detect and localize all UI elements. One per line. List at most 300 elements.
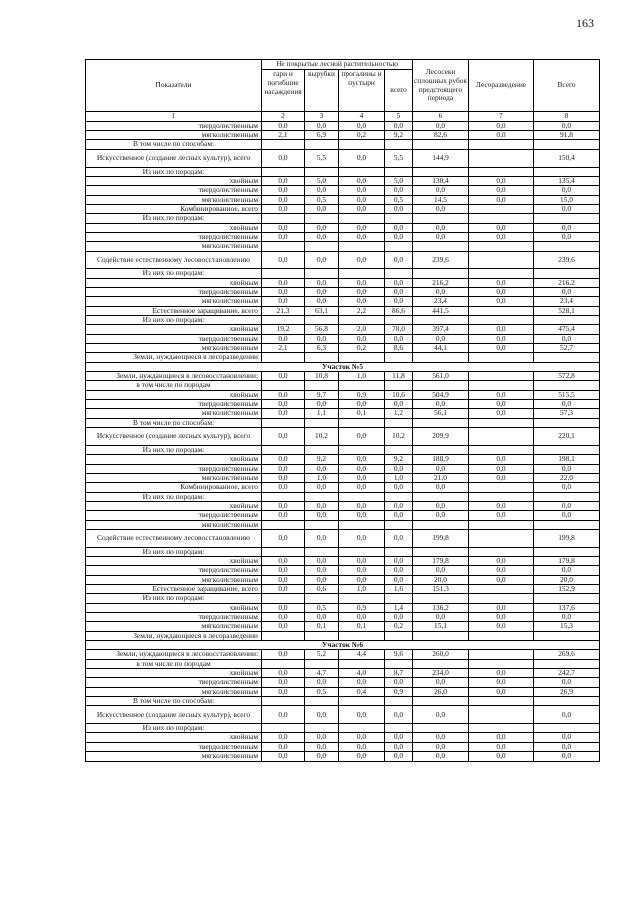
cell-value: 4,7 xyxy=(305,669,339,678)
cell-value: 0,4 xyxy=(339,687,385,696)
cell-value: 572,8 xyxy=(534,372,600,381)
cell-value: 0,0 xyxy=(534,400,600,409)
cell-value: 0,0 xyxy=(305,742,339,751)
cell-value xyxy=(534,445,600,454)
cell-value xyxy=(305,520,339,529)
table-row xyxy=(86,678,600,687)
cell-value: 0,0 xyxy=(385,278,413,287)
cell-value xyxy=(339,353,385,362)
cell-value: 0,0 xyxy=(339,613,385,622)
cell-value: 0,0 xyxy=(305,501,339,510)
row-label: твердолиственным xyxy=(86,742,262,751)
cell-value: 0,0 xyxy=(469,278,534,287)
row-label: хвойным xyxy=(86,556,262,565)
cell-value xyxy=(469,242,534,251)
table-row xyxy=(86,251,600,269)
cell-value: 19,2 xyxy=(262,325,305,334)
cell-value: 0,0 xyxy=(262,372,305,381)
cell-value: 0,0 xyxy=(534,752,600,761)
cell-value xyxy=(413,316,469,325)
table-row xyxy=(86,242,600,251)
table-row xyxy=(86,334,600,343)
cell-value xyxy=(469,492,534,501)
section-row xyxy=(86,362,600,371)
cell-value: 0,0 xyxy=(262,223,305,232)
cell-value: 0,0 xyxy=(305,278,339,287)
cell-value xyxy=(413,547,469,556)
cell-value: 0,0 xyxy=(305,511,339,520)
cell-value: 1,0 xyxy=(339,372,385,381)
cell-value: 0,0 xyxy=(385,742,413,751)
cell-value: 5,5 xyxy=(385,149,413,167)
cell-value: 0,0 xyxy=(469,733,534,742)
cell-value: 14,5 xyxy=(413,195,469,204)
cell-value: 0,5 xyxy=(385,195,413,204)
cell-value xyxy=(469,372,534,381)
cell-value xyxy=(385,594,413,603)
cell-value xyxy=(339,697,385,706)
cell-value: 56,1 xyxy=(413,409,469,418)
cell-value: 9,2 xyxy=(305,455,339,464)
cell-value: 0,0 xyxy=(385,511,413,520)
cell-value: 0,0 xyxy=(262,251,305,269)
col-number: 2 xyxy=(262,112,305,122)
cell-value: 0,0 xyxy=(339,464,385,473)
cell-value xyxy=(305,547,339,556)
cell-value: 20,0 xyxy=(413,575,469,584)
cell-value xyxy=(413,242,469,251)
cell-value: 0,0 xyxy=(339,742,385,751)
cell-value: 0,0 xyxy=(305,752,339,761)
cell-value xyxy=(339,381,385,390)
cell-value: 82,6 xyxy=(413,131,469,140)
row-label: Из них по породам: xyxy=(86,167,262,176)
row-label: мягколиственным xyxy=(86,195,262,204)
cell-value: 0,0 xyxy=(469,325,534,334)
cell-value: 0,0 xyxy=(413,742,469,751)
cell-value xyxy=(469,584,534,593)
cell-value: 0,0 xyxy=(534,232,600,241)
cell-value: 44,1 xyxy=(413,344,469,353)
table-row xyxy=(86,186,600,195)
cell-value: 0,0 xyxy=(305,483,339,492)
cell-value: 0,0 xyxy=(305,706,339,724)
cell-value: 0,0 xyxy=(262,613,305,622)
cell-value: 0,0 xyxy=(339,278,385,287)
cell-value: 0,0 xyxy=(262,511,305,520)
cell-value xyxy=(534,492,600,501)
table-row xyxy=(86,269,600,278)
cell-value xyxy=(413,697,469,706)
cell-value: 10,8 xyxy=(305,372,339,381)
table-row xyxy=(86,409,600,418)
cell-value xyxy=(339,594,385,603)
row-label: Комбинированное, всего xyxy=(86,483,262,492)
cell-value xyxy=(262,167,305,176)
cell-value: 0,0 xyxy=(469,176,534,185)
cell-value xyxy=(262,353,305,362)
table-row xyxy=(86,121,600,130)
row-label: твердолиственным xyxy=(86,232,262,241)
row-label: Содействие естественному лесовосстановлению xyxy=(86,529,262,547)
cell-value: 0,0 xyxy=(262,622,305,631)
cell-value xyxy=(305,594,339,603)
cell-value: 199,8 xyxy=(534,529,600,547)
cell-value: 5,0 xyxy=(385,176,413,185)
cell-value: 0,0 xyxy=(413,511,469,520)
cell-value: 0,0 xyxy=(339,501,385,510)
cell-value: 0,0 xyxy=(339,287,385,296)
cell-value: 0,0 xyxy=(413,678,469,687)
cell-value: 242,7 xyxy=(534,669,600,678)
cell-value xyxy=(469,214,534,223)
table-row xyxy=(86,287,600,296)
cell-value: 0,0 xyxy=(413,613,469,622)
cell-value: 0,0 xyxy=(339,556,385,565)
cell-value xyxy=(534,659,600,668)
cell-value: 0,0 xyxy=(469,297,534,306)
cell-value xyxy=(339,547,385,556)
row-label: мягколиственным xyxy=(86,473,262,482)
cell-value xyxy=(469,529,534,547)
cell-value xyxy=(262,381,305,390)
cell-value: 0,0 xyxy=(413,483,469,492)
row-label: Из них по породам: xyxy=(86,214,262,223)
cell-value: 0,0 xyxy=(385,733,413,742)
cell-value: 0,0 xyxy=(385,483,413,492)
row-label: мягколиственным xyxy=(86,622,262,631)
cell-value xyxy=(305,492,339,501)
cell-value: 0,0 xyxy=(305,575,339,584)
table-row xyxy=(86,706,600,724)
cell-value: 0,0 xyxy=(262,464,305,473)
cell-value: 0,0 xyxy=(262,195,305,204)
cell-value xyxy=(469,204,534,213)
col-number: 5 xyxy=(385,112,413,122)
table-row xyxy=(86,659,600,668)
row-label: Из них по породам: xyxy=(86,547,262,556)
cell-value: 0,0 xyxy=(305,223,339,232)
cell-value xyxy=(305,659,339,668)
cell-value: 0,0 xyxy=(339,251,385,269)
cell-value: 0,0 xyxy=(262,121,305,130)
cell-value: 10,6 xyxy=(385,390,413,399)
cell-value: 151,3 xyxy=(413,584,469,593)
cell-value xyxy=(262,697,305,706)
cell-value xyxy=(413,381,469,390)
cell-value: 0,0 xyxy=(262,334,305,343)
cell-value: 0,0 xyxy=(339,566,385,575)
cell-value: 1,2 xyxy=(385,409,413,418)
table-row xyxy=(86,566,600,575)
cell-value: 0,0 xyxy=(262,455,305,464)
cell-value xyxy=(469,428,534,446)
cell-value: 6,3 xyxy=(305,344,339,353)
cell-value: 0,0 xyxy=(469,390,534,399)
row-label: Комбинированное, всего xyxy=(86,204,262,213)
cell-value: 0,0 xyxy=(534,186,600,195)
row-label: мягколиственным xyxy=(86,520,262,529)
cell-value: 0,0 xyxy=(469,687,534,696)
cell-value xyxy=(469,483,534,492)
cell-value xyxy=(305,140,339,149)
table-row xyxy=(86,594,600,603)
row-label: Из них по породам: xyxy=(86,594,262,603)
table-row xyxy=(86,344,600,353)
row-label: хвойным xyxy=(86,325,262,334)
cell-value: 0,1 xyxy=(305,622,339,631)
row-label: твердолиственным xyxy=(86,334,262,343)
cell-value xyxy=(385,381,413,390)
table-row xyxy=(86,455,600,464)
cell-value: 0,0 xyxy=(339,195,385,204)
table-row xyxy=(86,223,600,232)
cell-value: 0,0 xyxy=(262,400,305,409)
cell-value: 86,6 xyxy=(385,306,413,315)
table-row xyxy=(86,650,600,659)
cell-value: 0,0 xyxy=(385,529,413,547)
cell-value: 0,1 xyxy=(339,622,385,631)
row-label: твердолиственным xyxy=(86,511,262,520)
cell-value: 216,2 xyxy=(534,278,600,287)
cell-value: 0,0 xyxy=(305,556,339,565)
cell-value: 260,0 xyxy=(413,650,469,659)
cell-value: 269,6 xyxy=(534,650,600,659)
cell-value: 0,0 xyxy=(262,556,305,565)
row-label: Естественное заращивание, всего xyxy=(86,306,262,315)
cell-value xyxy=(385,269,413,278)
cell-value: 0,5 xyxy=(305,603,339,612)
row-label: хвойным xyxy=(86,733,262,742)
cell-value xyxy=(534,697,600,706)
cell-value: 188,9 xyxy=(413,455,469,464)
cell-value: 0,0 xyxy=(534,733,600,742)
cell-value xyxy=(469,316,534,325)
cell-value: 1,4 xyxy=(385,603,413,612)
cell-value: 0,0 xyxy=(262,584,305,593)
cell-value: 0,0 xyxy=(469,455,534,464)
cell-value: 144,9 xyxy=(413,149,469,167)
cell-value: 0,0 xyxy=(262,204,305,213)
cell-value: 0,0 xyxy=(262,483,305,492)
cell-value: 23,4 xyxy=(413,297,469,306)
table-row xyxy=(86,214,600,223)
cell-value xyxy=(305,242,339,251)
cell-value: 137,6 xyxy=(534,603,600,612)
row-label: хвойным xyxy=(86,223,262,232)
cell-value: 0,5 xyxy=(305,195,339,204)
cell-value: 0,0 xyxy=(413,706,469,724)
table-row xyxy=(86,372,600,381)
cell-value xyxy=(339,445,385,454)
cell-value xyxy=(469,631,534,640)
cell-value: 135,4 xyxy=(534,176,600,185)
cell-value: 0,0 xyxy=(339,752,385,761)
cell-value xyxy=(385,520,413,529)
cell-value: 0,0 xyxy=(469,473,534,482)
cell-value xyxy=(262,418,305,427)
row-label: Естественное заращивание, всего xyxy=(86,584,262,593)
cell-value xyxy=(339,492,385,501)
table-row xyxy=(86,278,600,287)
cell-value: 198,1 xyxy=(534,455,600,464)
cell-value: 0,0 xyxy=(469,511,534,520)
cell-value: 239,6 xyxy=(534,251,600,269)
cell-value xyxy=(534,594,600,603)
cell-value: 0,0 xyxy=(385,251,413,269)
cell-value: 0,0 xyxy=(305,613,339,622)
cell-value: 475,4 xyxy=(534,325,600,334)
table-row xyxy=(86,390,600,399)
table-row xyxy=(86,297,600,306)
cell-value: 0,0 xyxy=(339,483,385,492)
cell-value: 0,0 xyxy=(413,501,469,510)
cell-value xyxy=(339,242,385,251)
cell-value xyxy=(469,269,534,278)
cell-value: 11,8 xyxy=(385,372,413,381)
row-label: Из них по породам: xyxy=(86,316,262,325)
cell-value xyxy=(339,269,385,278)
cell-value: 4,4 xyxy=(339,650,385,659)
cell-value: 0,0 xyxy=(385,204,413,213)
row-label: твердолиственным xyxy=(86,678,262,687)
cell-value xyxy=(305,214,339,223)
cell-value: 0,0 xyxy=(262,566,305,575)
cell-value: 23,4 xyxy=(534,297,600,306)
col-number: 7 xyxy=(469,112,534,122)
cell-value: 0,0 xyxy=(262,409,305,418)
row-label: хвойным xyxy=(86,455,262,464)
cell-value xyxy=(339,167,385,176)
cell-value xyxy=(469,520,534,529)
table-row xyxy=(86,418,600,427)
cell-value: 0,0 xyxy=(305,566,339,575)
table-row xyxy=(86,752,600,761)
cell-value: 0,0 xyxy=(385,334,413,343)
cell-value: 0,0 xyxy=(469,556,534,565)
cell-value xyxy=(413,353,469,362)
row-label: Земли, нуждающиеся в лесовосстановлении: xyxy=(86,372,262,381)
cell-value: 0,0 xyxy=(534,678,600,687)
cell-value: 9,2 xyxy=(385,131,413,140)
cell-value: 504,9 xyxy=(413,390,469,399)
row-label: В том числе по способам: xyxy=(86,697,262,706)
table-row xyxy=(86,483,600,492)
cell-value: 0,0 xyxy=(262,176,305,185)
row-label: Искусственное (создание лесных культур), всего xyxy=(86,149,262,167)
cell-value: 0,0 xyxy=(262,603,305,612)
cell-value: 2,2 xyxy=(339,306,385,315)
col-number: 6 xyxy=(413,112,469,122)
cell-value xyxy=(469,547,534,556)
cell-value xyxy=(305,697,339,706)
cell-value xyxy=(385,140,413,149)
cell-value: 441,5 xyxy=(413,306,469,315)
cell-value: 0,0 xyxy=(469,752,534,761)
cell-value xyxy=(339,316,385,325)
cell-value: 0,0 xyxy=(339,186,385,195)
row-label: Содействие естественному лесовосстановлению xyxy=(86,251,262,269)
cell-value: 15,0 xyxy=(534,195,600,204)
cell-value: 15,1 xyxy=(413,622,469,631)
cell-value: 150,4 xyxy=(534,149,600,167)
cell-value: 2,0 xyxy=(339,325,385,334)
cell-value xyxy=(305,724,339,733)
cell-value xyxy=(305,167,339,176)
cell-value xyxy=(262,724,305,733)
cell-value xyxy=(469,167,534,176)
col-number: 8 xyxy=(534,112,600,122)
cell-value: 8,7 xyxy=(385,669,413,678)
cell-value: 0,0 xyxy=(305,251,339,269)
cell-value: 0,0 xyxy=(339,678,385,687)
cell-value xyxy=(262,140,305,149)
row-label: В том числе по способам: xyxy=(86,418,262,427)
cell-value: 0,0 xyxy=(339,455,385,464)
cell-value: 10,2 xyxy=(305,428,339,446)
table-row xyxy=(86,167,600,176)
cell-value: 0,0 xyxy=(469,287,534,296)
cell-value: 0,0 xyxy=(534,204,600,213)
cell-value xyxy=(469,594,534,603)
cell-value xyxy=(413,167,469,176)
cell-value xyxy=(534,214,600,223)
cell-value: 0,0 xyxy=(305,464,339,473)
cell-value: 0,0 xyxy=(262,529,305,547)
cell-value: 239,6 xyxy=(413,251,469,269)
cell-value xyxy=(469,251,534,269)
cell-value: 397,4 xyxy=(413,325,469,334)
cell-value: 0,0 xyxy=(262,186,305,195)
cell-value: 0,0 xyxy=(534,742,600,751)
row-label: в том числе по породам xyxy=(86,659,262,668)
row-label: твердолиственным xyxy=(86,566,262,575)
cell-value: 0,0 xyxy=(534,464,600,473)
table-row xyxy=(86,473,600,482)
cell-value: 10,2 xyxy=(385,428,413,446)
cell-value: 0,0 xyxy=(534,706,600,724)
cell-value xyxy=(534,140,600,149)
cell-value: 152,9 xyxy=(534,584,600,593)
section-title: Участок №6 xyxy=(86,641,600,650)
cell-value: 0,0 xyxy=(413,464,469,473)
cell-value: 0,2 xyxy=(339,131,385,140)
cell-value: 0,0 xyxy=(339,121,385,130)
cell-value: 0,0 xyxy=(469,669,534,678)
header-clearcut: Лесосеки сплошных рубок предстоящего периода xyxy=(413,60,469,112)
cell-value: 0,0 xyxy=(339,297,385,306)
cell-value xyxy=(305,445,339,454)
cell-value: 63,1 xyxy=(305,306,339,315)
cell-value: 4,0 xyxy=(339,669,385,678)
table-row xyxy=(86,316,600,325)
cell-value: 0,0 xyxy=(339,473,385,482)
cell-value: 9,2 xyxy=(385,455,413,464)
cell-value: 0,9 xyxy=(339,390,385,399)
cell-value xyxy=(305,418,339,427)
cell-value: 0,0 xyxy=(305,297,339,306)
cell-value: 56,8 xyxy=(305,325,339,334)
row-label: Из них по породам: xyxy=(86,269,262,278)
cell-value xyxy=(385,659,413,668)
table-row xyxy=(86,742,600,751)
cell-value: 8,6 xyxy=(385,344,413,353)
table-row xyxy=(86,325,600,334)
cell-value xyxy=(385,418,413,427)
table-row xyxy=(86,492,600,501)
cell-value: 0,0 xyxy=(305,121,339,130)
cell-value xyxy=(534,242,600,251)
